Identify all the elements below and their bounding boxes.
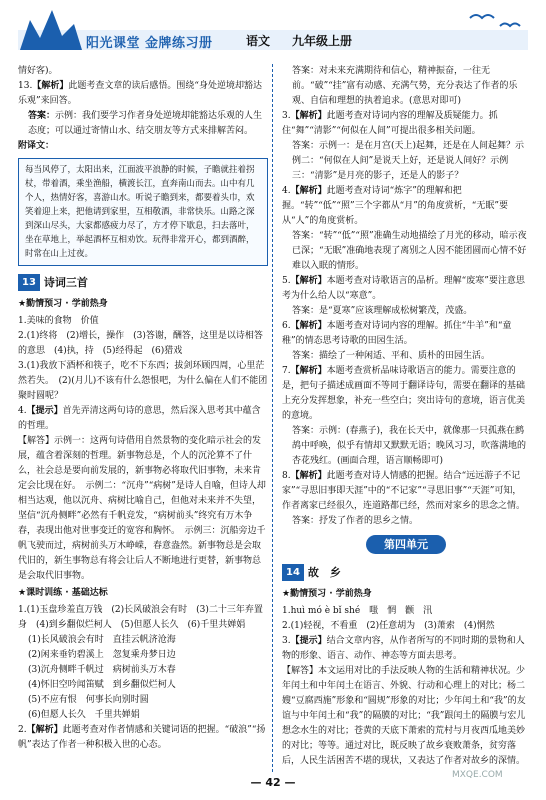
answer-line: 3.【解析】此题考查对诗词内容的理解及质疑能力。抓住“舞”“清影”“何似在人间”可提出很多相关问题。 (282, 111, 498, 136)
answer-line: 2.【解析】此题考查对作者情感和关键词语的把握。“破浪”“扬帆”表达了作者一种积极入世的心态。 (18, 725, 266, 750)
subject-label: 语文 (246, 34, 271, 48)
answer-line: 7.【解析】本题考查赏析品味诗歌语言的能力。需要注意的是，把句子描述成画面不等同于翻译诗句，需要在翻译的基础上充分发挥想象，补充一些空白；突出诗句的意境，语言优美的意境。 (282, 366, 526, 421)
answer-line: 1.(1)玉盘珍羞直万钱 (2)长风破浪会有时 (3)二十三年弃置身 (4)到乡翻似烂柯人 (5)但愿人长久 (6)千里共婵娟 (18, 605, 263, 630)
answer-line: 1.美味的食物 价值 (18, 316, 99, 326)
answer-line: (2)闲来垂钓碧溪上 忽复乘舟梦日边 (28, 650, 176, 660)
section-13-heading (18, 274, 88, 291)
answer-13-final: 答案：示例：我们要学习作者身处逆境却能豁达乐观的人生态度；可以通过寄情山水、结交朋友等方式来排解苦闷。 (28, 111, 263, 136)
answer-explanation: 【解答】示例一：这两句诗借用自然景物的变化暗示社会的发展，蕴含着深刻的哲理。新事物总是，个人的沉沦算不了什么，社会总是要向前发展的，新事物必将取代旧事物，未来肯定会比现在好。 示例二：“沉舟”“病树”是诗人自喻，但诗人却相当达观，他以沉舟、病树比喻自己，但他对未来并不失望，坚信“沉舟侧畔”必然有千帆竞发，“病树前头”终究有万木争春，表现出他对世事变迁的宽容和胸怀。 示例三：沉船旁边千帆飞驶而过，病树前头万木峥嵘，春意盎然。新事物总是会取代旧的，新生事物总有将会让后人不断地进行更替，新事物总是会取代旧事物。 (18, 436, 266, 581)
answer-line: 4.【提示】首先弄清这两句诗的意思，然后深入思考其中蕴含的哲理。 (18, 406, 261, 431)
column-divider (272, 64, 274, 772)
section-14-heading (282, 564, 341, 581)
answer-line: 答案：对未来充满期待和信心，精神振奋，一往无前。“破”“挂”富有动感、充满气势，充分表达了作者的乐观、自信和理想的执着追求。(意思对即可) (292, 66, 518, 106)
continued-text: 情好客)。 (18, 66, 58, 76)
answer-line: 6.【解析】本题考查对诗词内容的理解。抓住“牛羊”和“童稚”的情态思考诗歌的田园生活。 (282, 321, 512, 346)
answer-line: (3)沉舟侧畔千帆过 病树前头万木春 (28, 665, 176, 675)
answer-line: 4.【解析】此题考查对诗词“炼字”的理解和把握。“转”“低”“照”三个字都从“月”的角度赏析，“无眠”要从“人”的角度赏析。 (282, 186, 509, 226)
answer-line: 3.(1)我放下酒杯和筷子，吃不下东西；拔剑环顾四周，心里茫然若失。 (2)(月儿)不该有什么怨恨吧，为什么偏在人们不能团聚时圆呢？ (18, 361, 268, 401)
answer-line: 2.(1)轻视，不看重 (2)任意胡为 (3)萧索 (4)惘然 (282, 621, 495, 631)
answer-line: 8.【解析】此题考查对诗人情感的把握。结合“远远游子不记家”“寻思旧事即天涯”中的“不记家”“寻思旧事”“天涯”可知，作者离家已经很久，连道路都已经，然而对家乡的思念之情。 (282, 471, 526, 511)
section-title: 故 乡 (307, 566, 341, 579)
class-training-heading: ★课时训练 · 基础达标 (18, 588, 108, 598)
answer-line: (1)长风破浪会有时 直挂云帆济沧海 (28, 635, 176, 645)
preview-heading: ★勤情预习 · 学前热身 (282, 589, 372, 599)
header-decoration (0, 0, 546, 60)
book-brand: 阳光课堂 金牌练习册 (86, 36, 213, 51)
appendix-label: 附译文： (18, 141, 55, 151)
answer-line: 答案：示例：(春燕子)，我在长天中，就像那一只孤燕在鹧鸪中呼唤，似乎有情却又默默无语；晚风习习，吹落满地的杏花残红。(画面合理，语言顺畅即可) (292, 426, 527, 466)
page-number: — 42 — (250, 776, 296, 789)
answer-line: (6)但愿人长久 千里共婵娟 (28, 710, 140, 720)
page-header (0, 0, 546, 60)
answer-explanation: 【解答】本文运用对比的手法反映人物的生活和精神状况。少年闰土和中年闰土在语言、外貌、行动和心理上的对比；杨二嫂“豆腐西施”形象和“圆规”形象的对比；少年闰土和“我”的友谊与中年闰土和“我”的隔膜的对比；“我”跟闰土的隔膜与宏儿想念水生的对比；苍黄的天底下萧索的荒村与月夜西瓜地美妙的对比；等等。通过对比，既反映了故乡衰败萧条，贫穷落后，人民生活困苦不堪的现状，又表达了作者对故乡的深情。 (282, 666, 526, 766)
bird-icon (500, 24, 520, 27)
answer-line: 1.huì mó è bǐ shé 嗤 惘 颧 汛 (282, 606, 433, 616)
answer-line: 答案：示例一：是在月宫(天上)起舞，还是在人间起舞？示例二：“何似在人间”是说天上好，还是说人间好？示例三：“清影”是月亮的影子，还是人的影子？ (292, 141, 525, 181)
answer-line: 答案：“转”“低”“照”准确生动地描绘了月光的移动，暗示夜已深；“无眠”准确地表现了离别之人因不能团圆而心情不好难以入眠的情形。 (292, 231, 527, 271)
section-title: 诗词三首 (43, 276, 88, 289)
answer-13: 13.【解析】此题考查文章的读后感悟。围绕“身处逆境却豁达乐观”来回答。 (18, 81, 262, 106)
answer-line: 2.(1)终将 (2)增长，操作 (3)答谢，酬答，这里是以诗相答的意思 (4)执，持 (5)经得起 (6)猎戏 (18, 331, 263, 356)
answer-line: (5)不应有恨 何事长向别时圆 (28, 695, 149, 705)
watermark-logo: MXQE.COM (452, 770, 503, 780)
answer-line: 3.【提示】结合文章内容，从作者所写的不同时期的景物和人物的形象、语言、动作、神态等方面去思考。 (282, 636, 525, 661)
unit-banner: 第四单元 (366, 535, 446, 554)
city-skyline-icon (20, 10, 82, 50)
answer-line: 答案：是“夏寒”应该理解成松树繁茂，茂盛。 (292, 306, 473, 316)
left-column (18, 64, 268, 753)
section-number: 13 (18, 274, 40, 291)
answer-line: 答案：抒发了作者的思乡之情。 (292, 516, 419, 526)
answer-line: (4)怀旧空吟闻笛赋 到乡翻似烂柯人 (28, 680, 176, 690)
bird-icon (470, 15, 494, 18)
answer-line: 答案：描绘了一种闲适、平和、质朴的田园生活。 (292, 351, 491, 361)
grade-label: 九年级上册 (292, 34, 353, 48)
translation-box: 每当风停了，太阳出来，江面波平浪静的时候，子瞻就拄着拐杖，带着酒，乘坐渔船，横渡长江，直奔南山而去。山中有几个人，热情好客，喜游山水。听说子瞻到来，都要着头巾，欢笑着迎上来，把他请到家里，互相敬酒，非常快乐。山路之深到深山尽头，大家都感疲力尽了，方才停下歇息，扫去落叶，坐在草地上，举起酒杯互相劝饮。玩得非常开心，都到酒醉，时常在山上过夜。 (18, 158, 268, 266)
answer-line: 5.【解析】本题考查对诗歌语言的品析。理解“废寒”要注意思考为什么给人以“寒意”。 (282, 276, 525, 301)
section-number: 14 (282, 564, 304, 581)
preview-heading: ★勤情预习 · 学前热身 (18, 299, 108, 309)
right-column (282, 64, 530, 769)
